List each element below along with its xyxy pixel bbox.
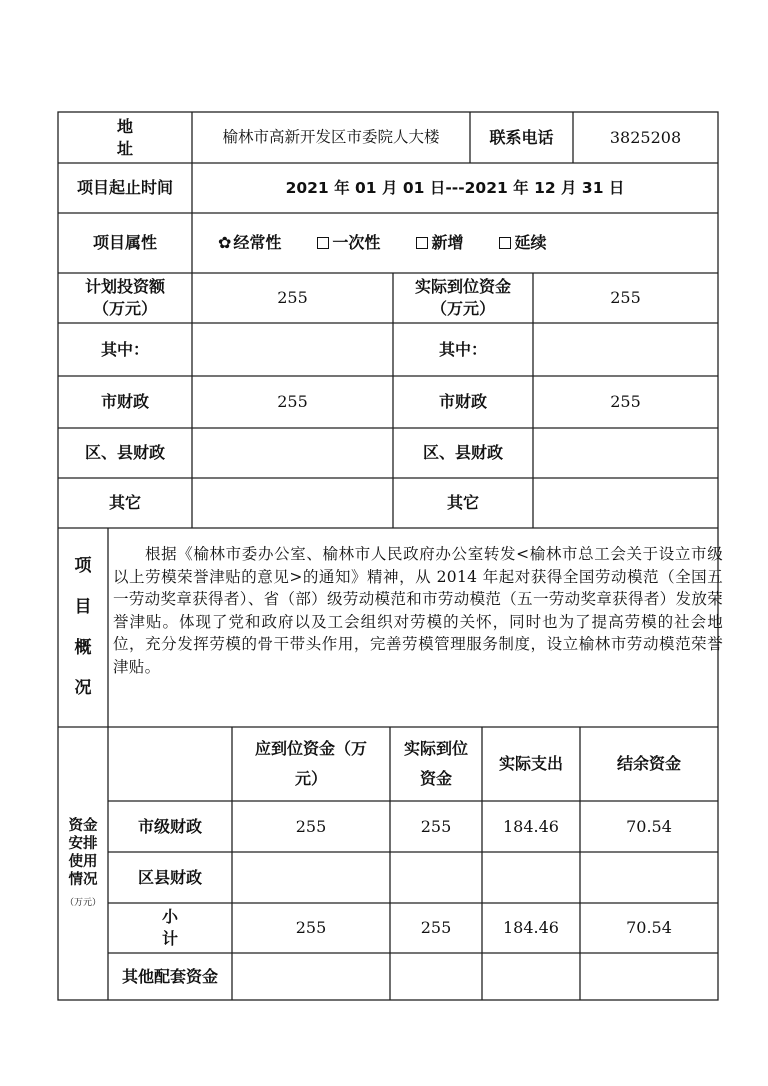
address-value: 榆林市高新开发区市委院人大楼 bbox=[222, 128, 440, 147]
row-due: 255 bbox=[295, 918, 327, 938]
actual-funds-value: 255 bbox=[610, 288, 641, 308]
overview-label-char: 项 bbox=[74, 555, 92, 576]
phone-value: 3825208 bbox=[609, 127, 682, 147]
funds-label-line: 资金 bbox=[68, 818, 98, 835]
funds-label-line: 情况 bbox=[68, 872, 98, 889]
option-new[interactable] bbox=[416, 232, 463, 254]
city-finance-left-label: 市财政 bbox=[100, 392, 149, 412]
period-value: 2021 年 01 月 01 日---2021 年 12 月 31 日 bbox=[285, 178, 625, 197]
header-due-funds bbox=[232, 727, 390, 801]
row-due bbox=[232, 953, 390, 1000]
plan-investment-label bbox=[58, 273, 192, 323]
row-label: 其他配套资金 bbox=[121, 966, 218, 986]
plan-label-line2: （万元） bbox=[92, 299, 157, 318]
checkbox-icon bbox=[499, 237, 511, 249]
header-actual-line1: 实际到位 bbox=[403, 738, 468, 758]
other-left-label: 其它 bbox=[108, 493, 141, 513]
checkbox-icon bbox=[317, 237, 329, 249]
option-regular[interactable] bbox=[218, 232, 281, 254]
row-balance bbox=[580, 852, 718, 903]
city-finance-right-label: 市财政 bbox=[438, 392, 487, 412]
phone-label: 联系电话 bbox=[489, 127, 554, 147]
funds-label-line: 使用 bbox=[68, 854, 98, 871]
row-label: 区县财政 bbox=[137, 867, 202, 887]
option-label: 延续 bbox=[514, 233, 547, 253]
attribute-label: 项目属性 bbox=[92, 233, 157, 253]
city-finance-left-value: 255 bbox=[277, 392, 308, 412]
header-actual-line2: 资金 bbox=[419, 769, 452, 788]
county-finance-left-label: 区、县财政 bbox=[84, 443, 165, 463]
funds-unit: （万元） bbox=[64, 898, 101, 909]
city-finance-right-value: 255 bbox=[610, 392, 641, 412]
actual-funds-label bbox=[393, 273, 533, 323]
plan-investment-value: 255 bbox=[277, 288, 308, 308]
header-actual-funds bbox=[390, 727, 482, 801]
option-continued[interactable] bbox=[499, 232, 546, 254]
overview-label-char: 概 bbox=[74, 637, 92, 658]
row-due: 255 bbox=[295, 816, 327, 836]
row-label: 市级财政 bbox=[137, 816, 202, 836]
funds-label bbox=[58, 727, 108, 1000]
period-label: 项目起止时间 bbox=[76, 178, 173, 198]
row-spent bbox=[482, 852, 580, 903]
option-one-time[interactable] bbox=[317, 232, 380, 254]
row-balance: 70.54 bbox=[626, 816, 672, 836]
row-due bbox=[232, 852, 390, 903]
row-balance bbox=[580, 953, 718, 1000]
row-actual: 255 bbox=[420, 918, 452, 938]
overview-label-char: 目 bbox=[74, 596, 92, 617]
plan-label-line1: 计划投资额 bbox=[84, 277, 165, 297]
of-which-right: 其中： bbox=[438, 339, 487, 359]
checkbox-icon bbox=[416, 237, 428, 249]
address-label: 地 址 bbox=[116, 116, 161, 158]
header-spent: 实际支出 bbox=[498, 754, 563, 774]
option-label: 一次性 bbox=[332, 233, 381, 253]
header-due-line2: 元） bbox=[294, 769, 327, 788]
option-label: 经常性 bbox=[233, 233, 282, 253]
overview-label-char: 况 bbox=[74, 678, 92, 699]
county-finance-right-label: 区、县财政 bbox=[422, 443, 503, 463]
actual-label-line1: 实际到位资金 bbox=[414, 277, 511, 297]
header-due-line1: 应到位资金（万 bbox=[254, 738, 367, 758]
row-spent: 184.46 bbox=[503, 918, 559, 938]
row-actual bbox=[390, 953, 482, 1000]
row-spent bbox=[482, 953, 580, 1000]
attribute-options bbox=[192, 213, 718, 273]
overview-label bbox=[58, 528, 108, 727]
row-balance: 70.54 bbox=[626, 918, 672, 938]
option-label: 新增 bbox=[431, 233, 464, 253]
actual-label-line2: （万元） bbox=[430, 299, 495, 318]
overview-text: 根据《榆林市委办公室、榆林市人民政府办公室转发<榆林市总工会关于设立市级以上劳模荣誉津贴的意见>的通知》精神，从 2014 年起对获得全国劳动模范（全国五一劳动奖章获得者）、省（部）级劳动模范和市劳动模范（五一劳动奖章获得者）发放荣誉津贴。体现了党和政府以及工会组织对劳模的关怀，同时也为了提高劳模的社会地位，充分发挥劳模的骨干带头作用，完善劳模管理服务制度，设立榆林市劳动模范荣誉津贴。 bbox=[113, 545, 723, 676]
row-spent: 184.46 bbox=[503, 816, 559, 836]
funds-label-line: 安排 bbox=[68, 836, 98, 853]
of-which-left: 其中： bbox=[100, 339, 149, 359]
row-actual: 255 bbox=[420, 816, 452, 836]
flower-mark-icon: ✿ bbox=[218, 233, 232, 253]
header-balance: 结余资金 bbox=[616, 754, 681, 774]
row-actual bbox=[390, 852, 482, 903]
row-label: 小 计 bbox=[161, 907, 204, 948]
other-right-label: 其它 bbox=[446, 493, 479, 513]
